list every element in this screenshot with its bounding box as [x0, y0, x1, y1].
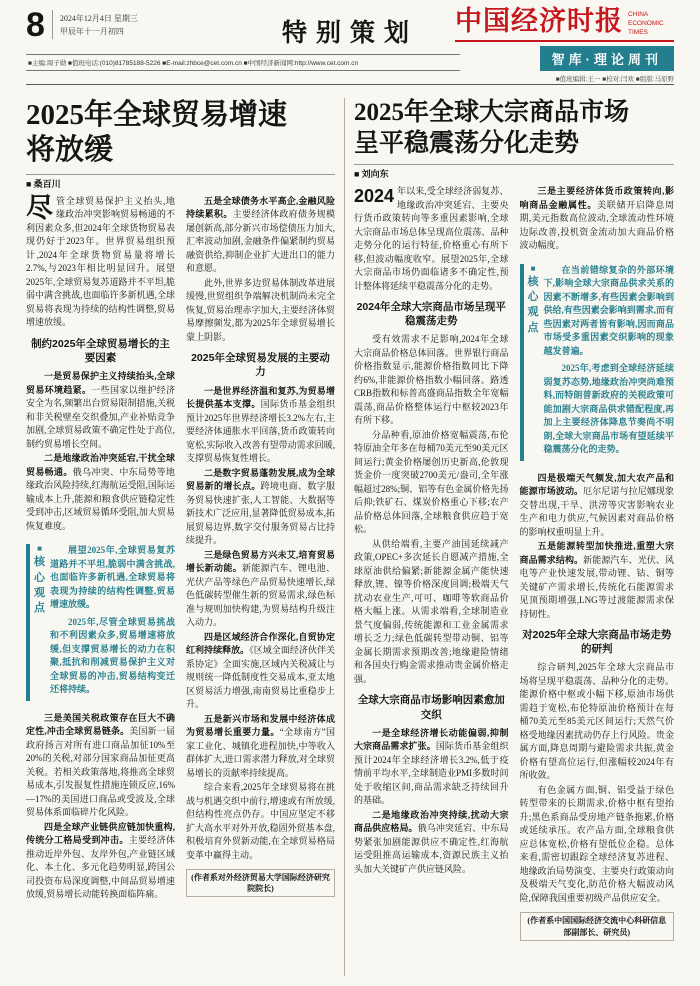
core-viewpoint-label: ■ 核 心 观 点 [520, 264, 539, 461]
paragraph-lead: 三是美国关税政策存在巨大不确定性,冲击全球贸易链条。 [26, 712, 175, 737]
section-subhead: 对2025年全球大宗商品市场走势的研判 [522, 629, 672, 656]
paragraph: 一是全球经济增长动能偏弱,抑制大宗商品需求扩张。国际货币基金组织预计2024年全球经济增长3.2%,低于疫情前平均水平,全球制造业PMI多数时间处于收缩区间,商品需求缺乏持续回升的基础。 [354, 727, 509, 806]
core-viewpoint-box [26, 540, 175, 705]
core-viewpoint-box [520, 260, 675, 465]
author-credit: (作者系中国国际经济交流中心科研信息部副部长、研究员) [520, 912, 675, 940]
paragraph-lead: 一是全球经济增长动能偏弱,抑制大宗商品需求扩张。 [354, 727, 509, 752]
paragraph-lead: 五是能源转型加快推进,重塑大宗商品需求结构。 [519, 541, 674, 565]
paragraph-lead: 五是全球债务水平高企,金融风险持续累积。 [186, 195, 335, 220]
paragraph: 综合研判,2025年全球大宗商品市场将呈现平稳震荡、品种分化的走势。能源价格中枢或小幅下移,原油市场供需趋于宽松,布伦特原油价格预计在每桶70美元至85美元区间运行;天然气价格受地缘因素扰动仍存上行风险。贵金属方面,降息周期与避险需求共振,黄金价格有望高位运行,但涨幅较2024年有所收敛。 [519, 662, 674, 781]
section-subhead: 全球大宗商品市场影响因素愈加交织 [357, 694, 505, 721]
section-subhead: 2024年全球大宗商品市场呈现平稳震荡走势 [356, 301, 506, 328]
paragraph: 从供给端看,主要产油国延续减产政策,OPEC+多次延长自愿减产措施,全球原油供给偏紧;新能源金属产能快速释放,锂、镍等价格深度回调;极端天气扰动农业生产,可可、咖啡等软商品价格大幅上涨。从需求端看,全球制造业景气度偏弱,传统能源和工业金属需求增长乏力;绿色低碳转型带动铜、铝等金属长期需求预期改善;地缘避险情绪和各国央行购金需求推动贵金属价格走强。 [354, 538, 509, 684]
paragraph: 四是区域经济合作深化,自贸协定红利持续释放。《区域全面经济伙伴关系协定》全面实施,区域内关税减让与规则统一降低制度性交易成本,亚太地区贸易活力增强,南南贸易比重稳步上升。 [186, 631, 335, 710]
square-bullet-icon: ■ [530, 263, 536, 273]
paragraph-lead: 一是世界经济温和复苏,为贸易增长提供基本支撑。 [186, 385, 335, 410]
paragraph: 一是世界经济温和复苏,为贸易增长提供基本支撑。国际货币基金组织预计2025年世界经济增长3.2%左右,主要经济体通胀水平回落,货币政策转向宽松,实际收入改善有望带动需求回暖,支撑贸易恢复性增长。 [186, 385, 335, 464]
article-trade-headline: 2025年全球贸易增速 将放缓 [26, 99, 288, 167]
paragraph: 三是主要经济体货币政策转向,影响商品金融属性。美联储开启降息周期,美元指数高位波动,全球流动性环境边际改善,投机资金流动加大商品价格波动幅度。 [519, 186, 674, 250]
masthead [455, 8, 674, 83]
paragraph: 受有效需求不足影响,2024年全球大宗商品价格总体回落。世界银行商品价格指数显示,能源价格指数同比下降约6%,非能源价格指数小幅回落。路透CRB指数和标普高盛商品指数全年宽幅震荡,商品价格整体运行中枢较2023年有所下移。 [354, 334, 509, 426]
paragraph: 二是数字贸易蓬勃发展,成为全球贸易新的增长点。跨境电商、数字服务贸易快速扩张,人工智能、大数据等新技术广泛应用,显著降低贸易成本,拓展贸易边界,数字交付服务贸易占比持续提升。 [186, 467, 335, 546]
article-commodities-body [354, 185, 674, 941]
main-content [26, 98, 674, 976]
section-title: 特别策划 [281, 20, 419, 47]
core-viewpoint-label: ■ 核 心 观 点 [26, 544, 45, 701]
paragraph: 一是贸易保护主义持续抬头,全球贸易环境趋紧。一些国家以维护经济安全为名,频繁出台贸易限制措施,关税和非关税壁垒交织叠加,产业补贴竞争加剧,全球贸易政策不确定性处于高位,制约贸易增长空间。 [26, 371, 175, 449]
masthead-chinese: 中国经济时报 [455, 6, 623, 36]
paragraph: 五是新兴市场和发展中经济体成为贸易增长重要力量。“全球南方”国家工业化、城镇化进程加快,中等收入群体扩大,进口需求潜力释放,对全球贸易增长的贡献率持续提高。 [186, 713, 335, 778]
article-trade-col2 [186, 195, 335, 903]
page-number: 8 [26, 6, 45, 44]
paragraph-lead: 二是地缘政治冲突持续,扰动大宗商品供应格局。 [354, 809, 509, 834]
core-viewpoint-text: 在当前错综复杂的外部环境下,影响全球大宗商品供求关系的因素不断增多,有些因素会影响到供给,有些因素会影响到需求,而有些因素对两者皆有影响,因而商品市场受多重因素交织影响的现象越发普遍。 2025年,考虑到全球经济延续弱复苏态势,地缘政治冲突尚难预料,而特朗普新政府的关税政策可能加剧大宗商品供求错配程度,再加上主要经济体降息节奏尚不明朗,全球大宗商品市场有望延续平稳震荡分化的走势。 [543, 264, 675, 454]
paragraph: 三是绿色贸易方兴未艾,培育贸易增长新动能。新能源汽车、锂电池、光伏产品等绿色产品贸易快速增长,绿色低碳转型催生新的贸易需求,绿色标准与规则加快构建,为贸易结构升级注入动力。 [186, 549, 335, 628]
masthead-english: CHINA ECONOMIC TIMES [628, 11, 664, 36]
author-credit: (作者系对外经济贸易大学国际经济研究院院长) [186, 869, 335, 897]
article-commodities [345, 98, 674, 976]
headline-rule [26, 174, 335, 175]
paragraph: 此外,世界多边贸易体制改革进展缓慢,世贸组织争端解决机制尚未完全恢复,贸易治理赤字加大,主要经济体贸易摩擦频发,都为2025年全球贸易增长蒙上阴影。 [186, 277, 335, 342]
paragraph-lead: 四是区域经济合作深化,自贸协定红利持续释放。 [186, 631, 335, 656]
article-trade-byline: ■ 桑百川 [26, 178, 61, 189]
article-trade [26, 98, 344, 976]
section-subhead: 2025年全球贸易发展的主要动力 [191, 352, 330, 379]
paragraph-lead: 五是新兴市场和发展中经济体成为贸易增长重要力量。 [186, 713, 335, 738]
article-commodities-headline: 2025年全球大宗商品市场 呈平稳震荡分化走势 [354, 99, 630, 157]
date-block [52, 10, 138, 39]
square-bullet-icon: ■ [37, 544, 42, 554]
paragraph: 三是美国关税政策存在巨大不确定性,冲击全球贸易链条。美国新一届政府扬言对所有进口商品加征10%至20%的关税,对部分国家商品加征更高关税。若相关政策落地,将推高全球贸易成本,引发报复性措施连锁反应,16%—17%的美国进口商品或受波及,全球贸易体系面临碎片化风险。 [26, 712, 175, 818]
lead-paragraph: 尽管全球贸易保护主义抬头,地缘政治冲突影响贸易畅通的不利因素众多,但2024年全球货物贸易表现仍好于2023年。世界贸易组织预计,2024年全球货物贸易量将增长2.7%,与2023年相比明显回升。展望2025年,全球贸易复苏道路并不平坦,脆弱中满含挑战,也面临许多新机遇,全球贸易将表现为持续的结构性调整,贸易增速放缓。 [26, 192, 175, 328]
headline-rule [354, 164, 674, 165]
header-left [26, 6, 138, 44]
core-viewpoint-text: 展望2025年,全球贸易复苏道路并不平坦,脆弱中满含挑战,也面临许多新机遇,全球贸易将表现为持续的结构性调整,贸易增速放缓。 2025年,尽管全球贸易挑战和不利因素众多,贸易增速将放缓,但支撑贸易增长的动力在积聚,抵抗和削减贸易保护主义对全球贸易的冲击,贸易结构变迁还将持续。 [50, 545, 175, 695]
lunar-date-line: 甲辰年十一月初四 [59, 26, 124, 36]
paragraph: 五是能源转型加快推进,重塑大宗商品需求结构。新能源汽车、光伏、风电等产业快速发展,带动锂、钴、铜等关键矿产需求增长,传统化石能源需求见顶预期增强,LNG等过渡能源需求保持韧性。 [519, 541, 674, 619]
page-header [26, 8, 674, 90]
paragraph: 二是地缘政治冲突持续,扰动大宗商品供应格局。俄乌冲突延宕、中东局势紧张加剧能源供应不确定性,红海航运受阻推高运输成本,资源民族主义抬头加大关键矿产供应链风险。 [354, 809, 509, 874]
header-divider [26, 84, 674, 85]
paragraph: 分品种看,原油价格宽幅震荡,布伦特原油全年多在每桶70美元至90美元区间运行;黄金价格屡创历史新高,伦敦现货金价一度突破2700美元/盎司,全年涨幅超过28%;铜、铝等有色金属价格先扬后抑;铁矿石、煤炭价格重心下移;农产品价格总体回落,全球粮食供应趋于宽松。 [354, 429, 509, 535]
lead-paragraph: 2024 年以来,受全球经济弱复苏、地缘政治冲突延宕、主要央行货币政策转向等多重因素影响,全球大宗商品市场总体呈现高位震荡、品种走势分化的运行特征,价格重心有所下移,但波动幅度收窄。展望2025年,全球大宗商品市场仍面临诸多不确定性,预计整体将延续平稳震荡分化的走势。 [354, 186, 509, 291]
article-commodities-col2 [520, 185, 675, 941]
date-line: 2024年12月4日 星期三 [59, 14, 138, 23]
paragraph-lead: 二是数字贸易蓬勃发展,成为全球贸易新的增长点。 [186, 467, 335, 492]
article-commodities-col1 [354, 185, 509, 941]
article-trade-col1 [26, 192, 175, 903]
paragraph-lead: 四是极端天气频发,加大农产品和能源市场波动。 [519, 472, 674, 496]
paragraph: 四是全球产业链供应链加快重构,传统分工格局受到冲击。主要经济体推动近岸外包、友岸外包,产业链区域化、本土化、多元化趋势明显,跨国公司投资布局深度调整,中间品贸易增速放缓,贸易增长动能转换面临阵痛。 [26, 821, 175, 900]
paragraph-lead: 二是地缘政治冲突延宕,干扰全球贸易畅通。 [26, 453, 175, 477]
section-subhead: 制约2025年全球贸易增长的主要因素 [31, 337, 170, 364]
drop-cap: 2024 [354, 186, 395, 206]
weekly-supplement-badge: 智库·理论周刊 [540, 46, 674, 71]
paragraph-lead: 四是全球产业链供应链加快重构,传统分工格局受到冲击。 [26, 821, 175, 846]
drop-cap: 尽 [26, 192, 53, 223]
paragraph: 四是极端天气频发,加大农产品和能源市场波动。厄尔尼诺与拉尼娜现象交替出现,干旱、洪涝等灾害影响农业生产和电力供应,气候因素对商品价格的影响权重明显上升。 [519, 472, 674, 537]
paragraph: 有色金属方面,铜、铝受益于绿色转型带来的长期需求,价格中枢有望抬升;黑色系商品受房地产链条拖累,价格或延续承压。农产品方面,全球粮食供应总体宽松,价格有望低位企稳。总体来看,需密切跟踪全球经济复苏进程、地缘政治局势演变、主要央行政策动向及极端天气变化,防范价格大幅波动风险,保障我国重要初级产品供应安全。 [519, 784, 674, 903]
masthead-rule [455, 40, 674, 42]
duty-editor-line: ■值班编辑:王一 ■校对:闫欢 ■组版:马原野 [555, 76, 674, 84]
edition-info-bar: ■主编:周子勋 ■值班电话:(010)81785188-5226 ■E-mail:zhbce@cet.com.cn ■中国经济新闻网:http://www.cet.com.cn [26, 54, 460, 71]
paragraph: 综合来看,2025年全球贸易将在挑战与机遇交织中前行,增速或有所放缓,但结构性亮点仍存。中国应坚定不移扩大高水平对外开放,稳固外贸基本盘,积极培育外贸新动能,在全球贸易格局变革中赢得主动。 [186, 782, 335, 860]
article-commodities-byline: ■ 刘向东 [354, 169, 389, 179]
article-trade-body [26, 192, 335, 903]
paragraph: 五是全球债务水平高企,金融风险持续累积。主要经济体政府债务规模屡创新高,部分新兴市场偿债压力加大,汇率波动加剧,金融条件偏紧制约贸易融资供给,抑制企业扩大进出口的能力和意愿。 [186, 195, 335, 274]
paragraph-lead: 一是贸易保护主义持续抬头,全球贸易环境趋紧。 [26, 371, 175, 395]
paragraph: 二是地缘政治冲突延宕,干扰全球贸易畅通。俄乌冲突、中东局势等地缘政治风险持续,红海航运受阻,国际运输成本上升,能源和粮食供应链稳定性受到冲击,区域贸易循环受阻,加大贸易恢复难度。 [26, 453, 175, 531]
paragraph-lead: 三是主要经济体货币政策转向,影响商品金融属性。 [519, 186, 674, 210]
paragraph-lead: 三是绿色贸易方兴未艾,培育贸易增长新动能。 [186, 549, 335, 574]
masthead-row [455, 8, 674, 37]
